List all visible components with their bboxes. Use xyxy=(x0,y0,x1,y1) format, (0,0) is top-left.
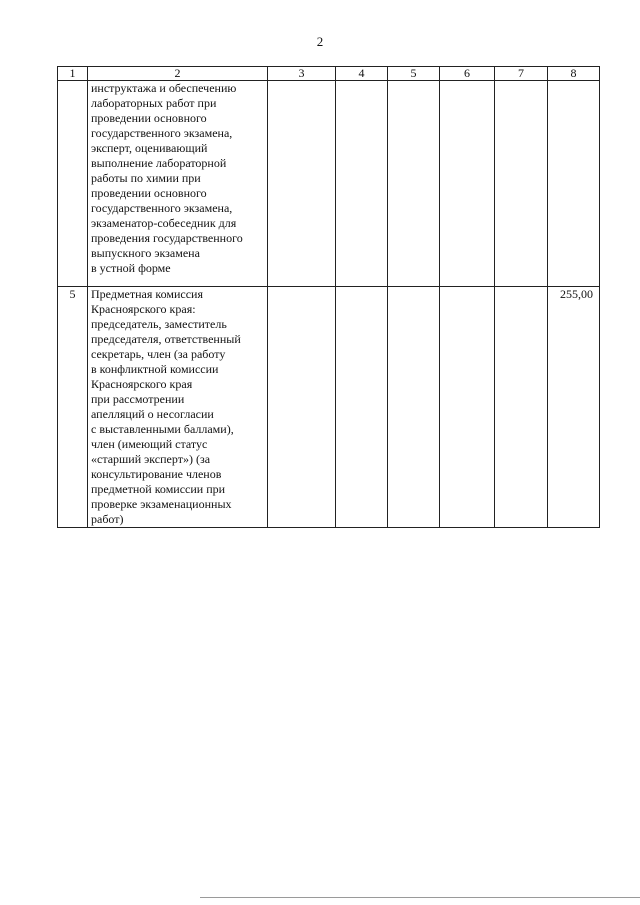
description-line: инструктажа и обеспечению xyxy=(91,81,237,95)
table-row xyxy=(58,81,600,287)
description-line: в устной форме xyxy=(91,261,171,275)
row-number-cell: 5 xyxy=(58,287,88,528)
column-6-cell xyxy=(440,81,495,287)
scan-artifact-line xyxy=(200,897,640,898)
description-line: при рассмотрении xyxy=(91,392,185,406)
column-8-cell: 255,00 xyxy=(548,287,600,528)
column-header-2: 2 xyxy=(88,67,268,81)
description-line: государственного экзамена, xyxy=(91,201,233,215)
description-line: проверке экзаменационных xyxy=(91,497,232,511)
column-header-6: 6 xyxy=(440,67,495,81)
position-description-cell xyxy=(88,81,268,287)
description-line: эксперт, оценивающий xyxy=(91,141,208,155)
description-line: работы по химии при xyxy=(91,171,201,185)
column-3-cell xyxy=(268,81,336,287)
description-line: государственного экзамена, xyxy=(91,126,233,140)
description-line: «старший эксперт») (за xyxy=(91,452,211,466)
description-line: проведения государственного xyxy=(91,231,243,245)
description-line: апелляций о несогласии xyxy=(91,407,214,421)
description-line: член (имеющий статус xyxy=(91,437,208,451)
column-7-cell xyxy=(495,287,548,528)
row-number-cell xyxy=(58,81,88,287)
payment-table xyxy=(57,66,600,528)
column-3-cell xyxy=(268,287,336,528)
position-description-cell xyxy=(88,287,268,528)
column-5-cell xyxy=(388,81,440,287)
column-5-cell xyxy=(388,287,440,528)
column-header-1: 1 xyxy=(58,67,88,81)
table-row xyxy=(58,287,600,528)
description-line: Предметная комиссия xyxy=(91,287,203,301)
description-line: в конфликтной комиссии xyxy=(91,362,219,376)
column-header-4: 4 xyxy=(336,67,388,81)
description-line: председатель, заместитель xyxy=(91,317,227,331)
description-line: председателя, ответственный xyxy=(91,332,241,346)
column-header-5: 5 xyxy=(388,67,440,81)
column-4-cell xyxy=(336,287,388,528)
column-header-7: 7 xyxy=(495,67,548,81)
column-4-cell xyxy=(336,81,388,287)
column-8-cell xyxy=(548,81,600,287)
column-header-8: 8 xyxy=(548,67,600,81)
description-line: секретарь, член (за работу xyxy=(91,347,226,361)
description-line: предметной комиссии при xyxy=(91,482,226,496)
description-line: экзаменатор-собеседник для xyxy=(91,216,237,230)
description-line: работ) xyxy=(91,512,124,526)
column-7-cell xyxy=(495,81,548,287)
description-line: выполнение лабораторной xyxy=(91,156,227,170)
header-row xyxy=(58,67,600,81)
description-line: Красноярского края xyxy=(91,377,193,391)
page-number: 2 xyxy=(316,34,324,49)
description-line: Красноярского края: xyxy=(91,302,196,316)
column-header-3: 3 xyxy=(268,67,336,81)
description-line: выпускного экзамена xyxy=(91,246,200,260)
column-6-cell xyxy=(440,287,495,528)
description-line: проведении основного xyxy=(91,186,207,200)
description-line: проведении основного xyxy=(91,111,207,125)
description-line: лабораторных работ при xyxy=(91,96,217,110)
description-line: консультирование членов xyxy=(91,467,222,481)
description-line: с выставленными баллами), xyxy=(91,422,234,436)
